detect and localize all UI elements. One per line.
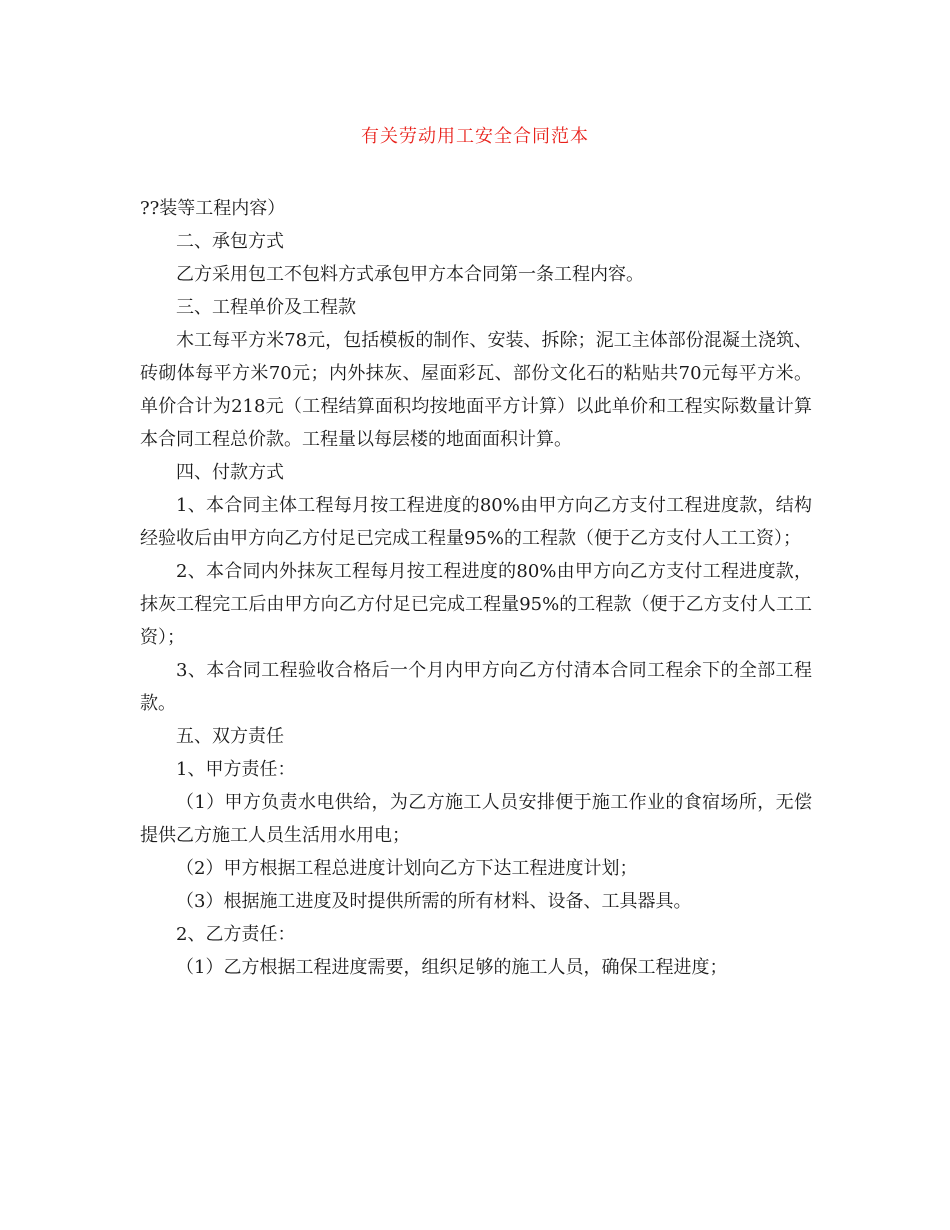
document-body (140, 192, 812, 984)
paragraph: 乙方采用包工不包料方式承包甲方本合同第一条工程内容。 (176, 264, 644, 285)
paragraph: 五、双方责任 (176, 726, 284, 747)
paragraph: 四、付款方式 (176, 462, 284, 483)
paragraph: （1）甲方负责水电供给，为乙方施工人员安排便于施工作业的食宿场所，无偿提供乙方施工人员生活用水用电； (140, 792, 812, 846)
paragraph: 木工每平方米78元，包括模板的制作、安装、拆除；泥工主体部份混凝土浇筑、砖砌体每平方米70元；内外抹灰、屋面彩瓦、部份文化石的粘贴共70元每平方米。单价合计为218元（工程结算面积均按地面平方计算）以此单价和工程实际数量计算本合同工程总价款。工程量以每层楼的地面面积计算。 (140, 330, 812, 450)
paragraph: 3、本合同工程验收合格后一个月内甲方向乙方付清本合同工程余下的全部工程款。 (140, 660, 812, 714)
paragraph: 2、乙方责任： (176, 924, 296, 945)
paragraph: （1）乙方根据工程进度需要，组织足够的施工人员，确保工程进度； (176, 957, 728, 978)
paragraph: ??装等工程内容） (140, 198, 286, 219)
paragraph: 2、本合同内外抹灰工程每月按工程进度的80%由甲方向乙方支付工程进度款，抹灰工程完工后由甲方向乙方付足已完成工程量95%的工程款（便于乙方支付人工工资）； (140, 561, 812, 648)
paragraph: 1、甲方责任： (176, 759, 296, 780)
paragraph: （2）甲方根据工程总进度计划向乙方下达工程进度计划； (176, 858, 638, 879)
paragraph: 二、承包方式 (176, 231, 284, 252)
paragraph: 1、本合同主体工程每月按工程进度的80%由甲方向乙方支付工程进度款，结构经验收后由甲方向乙方付足已完成工程量95%的工程款（便于乙方支付人工工资）； (140, 495, 812, 549)
paragraph: 三、工程单价及工程款 (176, 297, 356, 318)
paragraph: （3）根据施工进度及时提供所需的所有材料、设备、工具器具。 (176, 891, 692, 912)
document-title: 有关劳动用工安全合同范本 (361, 126, 589, 147)
